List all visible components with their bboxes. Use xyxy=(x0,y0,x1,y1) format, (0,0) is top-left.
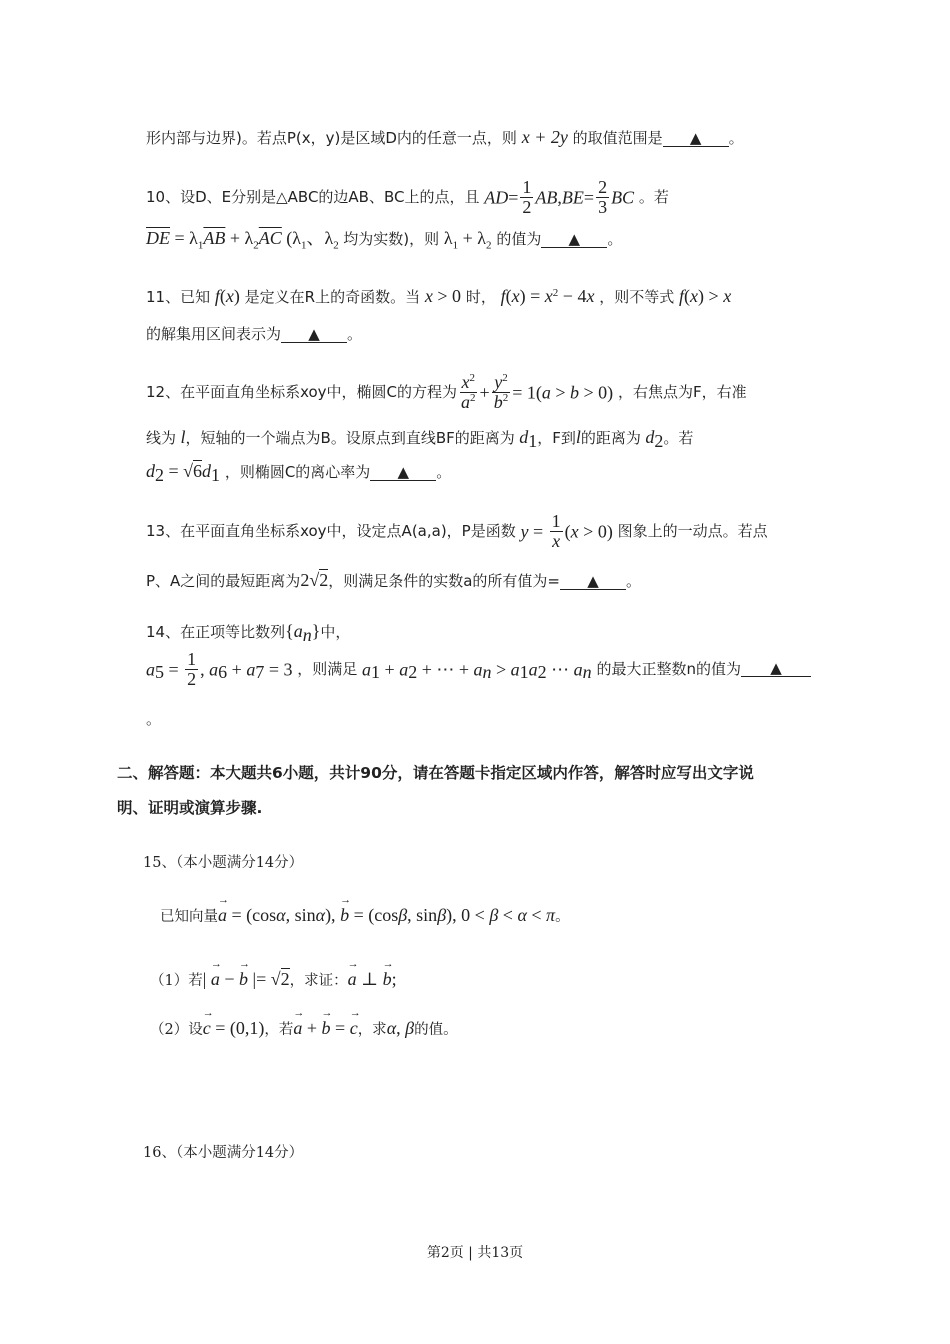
triangle-icon: ▲ xyxy=(568,230,581,248)
period: 。 xyxy=(728,129,744,147)
q12-text2: ，右焦点为F，右准 xyxy=(617,382,747,401)
q14-text: 14、在正项等比数列 xyxy=(146,623,286,641)
q10-ad: AD xyxy=(484,187,509,208)
triangle-icon: ▲ xyxy=(587,572,599,590)
q12-line3: $d_2 = √6d_1$ ，则椭圆C的离心率为 ▲ 。 xyxy=(146,461,452,485)
q9-tail: 的取值范围是 xyxy=(572,129,663,147)
period: 。 xyxy=(347,325,363,343)
q11-text2: 是定义在R上的奇函数。当 xyxy=(244,288,421,306)
q14-line1: 14、在正项等比数列$\{a_n\}$中， xyxy=(146,621,351,645)
q13-text: 13、在平面直角坐标系xoy中，设定点A(a,a)，P是函数 xyxy=(146,521,516,540)
page-number: 第2页 | 共13页 xyxy=(426,1245,524,1261)
triangle-icon: ▲ xyxy=(397,463,410,481)
q15-given-text: 已知向量 xyxy=(160,909,218,925)
q15-title-text: 15、（本小题满分14分） xyxy=(143,855,304,871)
q14-text2: 中， xyxy=(320,623,351,641)
page-footer xyxy=(0,1246,950,1260)
q15-given: 已知向量→ a = (cosα, sinα), → b = (cosβ, sinβ), 0 < β < α < π。 xyxy=(160,906,570,925)
q12-text4: ，短轴的一个端点为B。设原点到直线BF的距离为 xyxy=(185,429,515,447)
q10-answer-blank xyxy=(541,232,607,248)
q10-frac-half: $\frac{1}{2}$ xyxy=(522,177,532,217)
q13-text2: 图象上的一动点。若点 xyxy=(617,521,768,540)
triangle-icon: ▲ xyxy=(770,659,782,678)
section2-text1: 二、解答题：本大题共6小题，共计90分，请在答题卡指定区域内作答，解答时应写出文字说 xyxy=(117,764,754,782)
section2-heading-line2 xyxy=(117,801,262,817)
triangle-icon: ▲ xyxy=(689,129,702,147)
q11-text: 11、已知 xyxy=(146,288,211,306)
q9-answer-blank xyxy=(663,131,729,147)
period: 。 xyxy=(555,909,570,925)
q15-part1-text2: ，求证： xyxy=(289,973,348,989)
q13-text4: ，则满足条件的实数a的所有值为= xyxy=(328,572,560,590)
q14-text3: ，则满足 xyxy=(297,659,358,678)
q9-text: 形内部与边界)。若点P(x，y)是区域D内的任意一点，则 xyxy=(146,129,517,147)
q12-text5: ，F到 xyxy=(537,429,576,447)
q10-line1: 10、设D、E分别是△ABC的边AB、BC上的点，且 AD= $\frac{1}{2}$ AB,BE= $\frac{2}{3}$ BC 。若 xyxy=(146,177,669,217)
q13-line1: 13、在平面直角坐标系xoy中，设定点A(a,a)，P是函数 y = $\frac{1}{x}$ (x > 0) 图象上的一动点。若点 xyxy=(146,511,768,551)
q11-text3: 时， xyxy=(465,288,496,306)
section2-text2: 明、证明或演算步骤. xyxy=(117,799,263,817)
q10-line2: $\overline{DE} = \lambda_1\overline{AB} + \lambda_2\overline{AC}$ ($\lambda_1$、$\lambda_2$ 均为实数)，则 $\lambda_1 + \lambda_2$ 的值为 ▲ 。 xyxy=(146,228,623,252)
q14-period: 。 xyxy=(146,710,162,728)
q11-answer-blank xyxy=(281,327,347,343)
q12-text: 12、在平面直角坐标系xoy中，椭圆C的方程为 xyxy=(146,382,458,401)
q14-text4: 的最大正整数n的值为 xyxy=(596,659,741,678)
period: 。 xyxy=(436,463,452,481)
q10-text2: 均为实数)，则 xyxy=(343,230,440,248)
q11-text4: ，则不等式 xyxy=(599,288,675,306)
q12-line1: 12、在平面直角坐标系xoy中，椭圆C的方程为 $\frac{x^2}{a^2}$ + $\frac{y^2}{b^2}$ = 1(a > b > 0) ，右焦点为F，右准 xyxy=(146,372,747,412)
q12-answer-blank xyxy=(370,465,436,481)
q11-line1: 11、已知 f(x) 是定义在R上的奇函数。当 x > 0 时， $f(x) = x^2 - 4x$ ，则不等式 f(x) > x xyxy=(146,286,732,306)
q15-part1: （1）若| → a − → b |= √2，求证：→ a ⊥ → b; xyxy=(150,970,397,989)
q13-line2: P、A之间的最短距离为2√2，则满足条件的实数a的所有值为= ▲ 。 xyxy=(146,570,641,590)
q12-text6: 的距离为 xyxy=(580,429,641,447)
q10-frac-two-thirds: $\frac{2}{3}$ xyxy=(598,177,608,217)
q14-line3 xyxy=(146,712,161,727)
period: 。 xyxy=(607,230,623,248)
q9-math: x + 2y xyxy=(521,127,568,147)
q11-text5: 的解集用区间表示为 xyxy=(146,325,282,343)
q13-text3: P、A之间的最短距离为 xyxy=(146,572,301,590)
q14-answer-blank xyxy=(741,661,811,677)
q10-text3: 的值为 xyxy=(496,230,542,248)
q12-text8: ，则椭圆C的离心率为 xyxy=(224,463,371,481)
q14-line2: $a_5$ = $\frac{1}{2}$ , $a_6 + a_7 = 3$ ，则满足 $a_1 + a_2$ + ⋯ + $a_n > a_1a_2$ ⋯ $a_n$ 的最大正整数n的值为 ▲ xyxy=(146,650,811,689)
q10-vec-de: $\overline{DE}$ xyxy=(146,228,170,248)
q15-title xyxy=(143,856,303,871)
q10-ruo: 。若 xyxy=(638,187,669,206)
triangle-icon: ▲ xyxy=(308,325,320,343)
q11-line2 xyxy=(146,327,362,343)
q10-text: 10、设D、E分别是△ABC的边AB、BC上的点，且 xyxy=(146,187,480,206)
q12-text3: 线为 xyxy=(146,429,177,447)
q15-part2: （2）设→ c = (0,1)，若→ a + → b = → c，求α, β的值。 xyxy=(150,1019,458,1038)
section2-heading-line1 xyxy=(117,766,754,782)
q12-line2: 线为 l，短轴的一个端点为B。设原点到直线BF的距离为 $d_1$，F到l的距离为 $d_2$。若 xyxy=(146,427,694,451)
q15-part1-text: （1）若 xyxy=(150,973,203,989)
q9-continuation xyxy=(146,128,744,147)
q13-answer-blank xyxy=(560,574,626,590)
q15-part2-text4: 的值。 xyxy=(414,1022,458,1038)
q15-part2-text3: ，求 xyxy=(357,1022,387,1038)
q12-text7: 。若 xyxy=(663,429,694,447)
q16-title xyxy=(143,1146,303,1161)
period: 。 xyxy=(625,572,641,590)
q15-part2-text: （2）设 xyxy=(150,1022,203,1038)
q15-part2-text2: ，若 xyxy=(264,1022,294,1038)
q16-title-text: 16、（本小题满分14分） xyxy=(143,1145,304,1161)
